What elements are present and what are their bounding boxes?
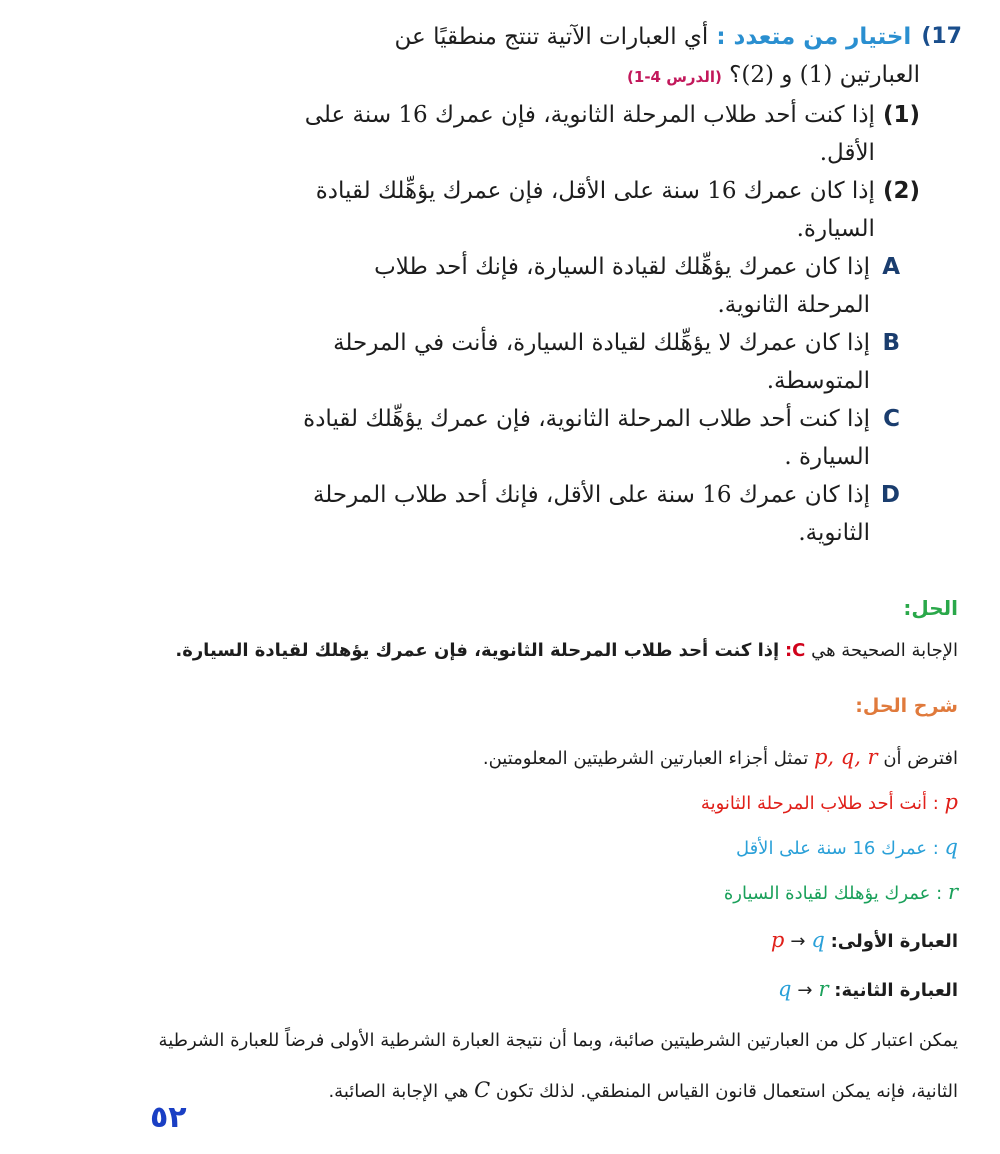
choice-c[interactable] bbox=[282, 400, 962, 476]
question-line-1: أي العبارات الآتية تنتج منطقيًا عن bbox=[394, 24, 709, 50]
conclusion-line-2 bbox=[42, 1078, 958, 1102]
conclusion-line-2-suffix: هي الإجابة الصائبة. bbox=[328, 1081, 469, 1102]
choice-d-letter: D bbox=[880, 482, 900, 508]
arrow-icon: → bbox=[790, 931, 806, 952]
q-definition bbox=[42, 835, 958, 859]
choice-b-letter: B bbox=[882, 330, 900, 356]
first-statement-label: العبارة الأولى: bbox=[830, 931, 958, 952]
first-from: p bbox=[770, 928, 785, 952]
statement-2 bbox=[282, 172, 962, 248]
explanation-title: شرح الحل: bbox=[855, 695, 958, 717]
statement-1 bbox=[282, 96, 962, 172]
solution-title: الحل: bbox=[903, 596, 958, 620]
q-variable: q bbox=[944, 835, 958, 859]
choice-d-line-2: الثانوية. bbox=[798, 520, 870, 546]
answer-letter: C: bbox=[784, 640, 806, 661]
arrow-icon: → bbox=[797, 980, 813, 1001]
choice-d[interactable] bbox=[282, 476, 962, 552]
answer-line bbox=[42, 640, 958, 661]
question-type-label: اختيار من متعدد : bbox=[716, 24, 912, 50]
p-text: : أنت أحد طلاب المرحلة الثانوية bbox=[700, 793, 939, 814]
choice-c-letter: C bbox=[883, 406, 900, 432]
question-block bbox=[282, 18, 962, 552]
answer-prefix: الإجابة الصحيحة هي bbox=[811, 640, 958, 661]
variables-pqr: p, q, r bbox=[813, 745, 878, 769]
choice-a-line-2: المرحلة الثانوية. bbox=[717, 292, 870, 318]
assume-line bbox=[42, 745, 958, 769]
first-to: q bbox=[811, 928, 825, 952]
statement-1-number: (1) bbox=[882, 102, 920, 128]
conclusion-line-1: يمكن اعتبار كل من العبارتين الشرطيتين صائبة، وبما أن نتيجة العبارة الشرطية الأولى فرضاً للعبارة الشرطية bbox=[158, 1030, 958, 1051]
statement-1-line-1: إذا كنت أحد طلاب المرحلة الثانوية، فإن عمرك 16 سنة على bbox=[304, 102, 875, 128]
question-header bbox=[282, 18, 962, 56]
assume-prefix: افترض أن bbox=[883, 748, 958, 769]
statement-1-line-2: الأقل. bbox=[819, 140, 875, 166]
question-line-2 bbox=[282, 56, 962, 96]
page-number: ٥٢ bbox=[150, 1100, 187, 1135]
question-line-2-text: العبارتين (1) و (2)؟ bbox=[729, 62, 920, 88]
lesson-reference: (الدرس 4-1) bbox=[627, 68, 722, 86]
r-definition bbox=[42, 880, 958, 904]
q-text: : عمرك 16 سنة على الأقل bbox=[735, 838, 939, 859]
statement-2-line-2: السيارة. bbox=[796, 216, 875, 242]
choice-b-line-2: المتوسطة. bbox=[766, 368, 870, 394]
first-statement bbox=[42, 928, 958, 952]
choice-a-line-1: إذا كان عمرك يؤهِّلك لقيادة السيارة، فإنك أحد طلاب bbox=[374, 254, 870, 280]
conclusion-line-2-prefix: الثانية، فإنه يمكن استعمال قانون القياس المنطقي. لذلك تكون bbox=[495, 1081, 958, 1102]
question-number: 17) bbox=[921, 24, 962, 49]
choice-b-line-1: إذا كان عمرك لا يؤهِّلك لقيادة السيارة، فأنت في المرحلة bbox=[333, 330, 870, 356]
r-text: : عمرك يؤهلك لقيادة السيارة bbox=[723, 883, 943, 904]
choice-c-line-1: إذا كنت أحد طلاب المرحلة الثانوية، فإن عمرك يؤهِّلك لقيادة bbox=[303, 406, 870, 432]
p-definition bbox=[42, 790, 958, 814]
r-variable: r bbox=[947, 880, 958, 904]
second-statement-label: العبارة الثانية: bbox=[834, 980, 958, 1001]
choice-c-line-2: السيارة . bbox=[784, 444, 870, 470]
second-from: q bbox=[777, 977, 792, 1001]
choice-b[interactable] bbox=[282, 324, 962, 400]
p-variable: p bbox=[944, 790, 958, 814]
assume-suffix: تمثل أجزاء العبارتين الشرطيتين المعلومتين. bbox=[482, 748, 809, 769]
statement-2-number: (2) bbox=[882, 178, 920, 204]
statement-2-line-1: إذا كان عمرك 16 سنة على الأقل، فإن عمرك يؤهِّلك لقيادة bbox=[315, 178, 875, 204]
second-statement bbox=[42, 977, 958, 1001]
answer-text: إذا كنت أحد طلاب المرحلة الثانوية، فإن عمرك يؤهلك لقيادة السيارة. bbox=[175, 640, 780, 661]
choice-a[interactable] bbox=[282, 248, 962, 324]
conclusion-variable: C bbox=[474, 1078, 491, 1102]
choice-a-letter: A bbox=[882, 254, 900, 280]
choice-d-line-1: إذا كان عمرك 16 سنة على الأقل، فإنك أحد طلاب المرحلة bbox=[312, 482, 870, 508]
second-to: r bbox=[818, 977, 829, 1001]
